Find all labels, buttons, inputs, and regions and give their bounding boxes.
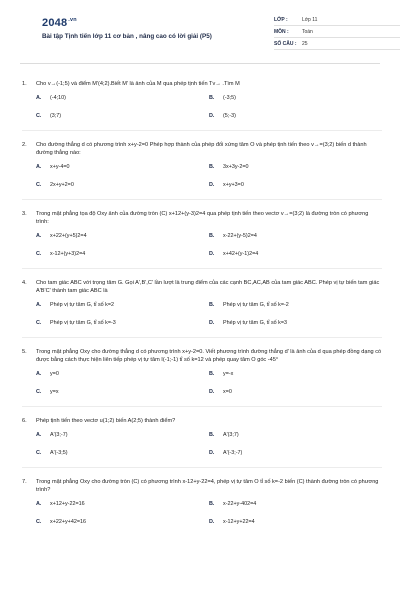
option-letter: B. bbox=[209, 302, 215, 308]
question-item bbox=[22, 210, 382, 258]
option-grid bbox=[36, 232, 382, 258]
option-text: (-3;5) bbox=[223, 95, 236, 101]
option-c[interactable] bbox=[36, 250, 209, 258]
option-a[interactable] bbox=[36, 301, 209, 309]
option-text: A'(-3;5) bbox=[50, 450, 68, 456]
option-d[interactable] bbox=[209, 388, 382, 396]
question-text: Trong mặt phẳng Oxy cho đường thẳng d có phương trình x+y-2=0. Viết phương trình đường thẳng d' là ảnh của d qua phép đồng dạng có được bằng cách thực hiện liên tiếp phép vị tự tâm I(-1;-1) tỉ số k=12 và phép quay tâm O góc -45° bbox=[36, 349, 382, 363]
question-text: Cho đường thẳng d có phương trình x+y-2=0 Phép hợp thành của phép đối xứng tâm O và phép tịnh tiến theo v→=(3;2) biến d thành đường thẳng nào: bbox=[36, 142, 367, 156]
option-text: x-22+(y-5)2=4 bbox=[223, 233, 257, 239]
option-text: y=0 bbox=[50, 371, 59, 377]
option-letter: A. bbox=[36, 302, 42, 308]
meta-key: MÔN : bbox=[274, 28, 289, 35]
option-text: x+22+(y+5)2=4 bbox=[50, 233, 87, 239]
question-text: Trong mặt phẳng tọa độ Oxy ảnh của đường tròn (C) x+12+(y-3)2=4 qua phép tịnh tiến theo vectơ v→=(3;2) là đường tròn có phương trình: bbox=[36, 211, 369, 225]
option-letter: C. bbox=[36, 389, 42, 395]
option-text: (3;7) bbox=[50, 113, 62, 119]
option-grid bbox=[36, 301, 382, 327]
question-text: Cho tam giác ABC với trọng tâm G. Gọi A',B',C' lần lượt là trung điểm của các cạnh BC,AC,AB của tam giác ABC. Phép vị tự biến tam giác A'B'C' thành tam giác ABC là bbox=[36, 280, 380, 294]
option-letter: D. bbox=[209, 389, 215, 395]
option-letter: A. bbox=[36, 501, 42, 507]
option-text: A'(3;-7) bbox=[50, 432, 68, 438]
question-item bbox=[22, 348, 382, 396]
option-letter: C. bbox=[36, 519, 42, 525]
option-b[interactable] bbox=[209, 163, 382, 171]
option-text: x+22+y+42=16 bbox=[50, 519, 86, 525]
option-c[interactable] bbox=[36, 518, 209, 526]
meta-key: SỐ CÂU : bbox=[274, 40, 297, 47]
question-item bbox=[22, 141, 382, 189]
option-letter: B. bbox=[209, 164, 215, 170]
option-letter: A. bbox=[36, 432, 42, 438]
option-text: (-4;10) bbox=[50, 95, 66, 101]
option-d[interactable] bbox=[209, 518, 382, 526]
option-letter: C. bbox=[36, 182, 42, 188]
meta-key: LỚP : bbox=[274, 16, 288, 23]
option-b[interactable] bbox=[209, 370, 382, 378]
option-d[interactable] bbox=[209, 250, 382, 258]
option-text: y=-x bbox=[223, 371, 234, 377]
option-d[interactable] bbox=[209, 112, 382, 120]
option-grid bbox=[36, 163, 382, 189]
option-letter: D. bbox=[209, 519, 215, 525]
option-a[interactable] bbox=[36, 94, 209, 102]
option-text: A'(-3;-7) bbox=[223, 450, 243, 456]
option-letter: D. bbox=[209, 320, 215, 326]
option-text: A'(3;7) bbox=[223, 432, 239, 438]
option-b[interactable] bbox=[209, 232, 382, 240]
option-text: 2x+y+2=0 bbox=[50, 182, 74, 188]
option-text: x-12+(y+3)2=4 bbox=[50, 251, 86, 257]
option-text: x+y+3=0 bbox=[223, 182, 244, 188]
option-letter: A. bbox=[36, 95, 42, 101]
meta-row-class bbox=[274, 14, 400, 26]
option-d[interactable] bbox=[209, 449, 382, 457]
option-d[interactable] bbox=[209, 319, 382, 327]
question-number: 1. bbox=[22, 81, 27, 87]
option-grid bbox=[36, 94, 382, 120]
question-divider bbox=[22, 199, 382, 200]
option-letter: D. bbox=[209, 182, 215, 188]
logo-suffix: .vn bbox=[68, 17, 77, 24]
option-letter: B. bbox=[209, 371, 215, 377]
question-number: 5. bbox=[22, 349, 27, 355]
question-text: Phép tịnh tiến theo vectơ u(1;2) biến A(2;5) thành điểm? bbox=[36, 418, 176, 424]
option-a[interactable] bbox=[36, 163, 209, 171]
option-text: Phép vị tự tâm G, tỉ số k=2 bbox=[50, 302, 114, 308]
option-text: x-12+y+22=4 bbox=[223, 519, 255, 525]
question-text: Trong mặt phẳng Oxy cho đường tròn (C) có phương trình x-12+y-22=4, phép vị tự tâm O tỉ số k=-2 biến (C) thành đường tròn có phương trình? bbox=[36, 479, 379, 493]
option-a[interactable] bbox=[36, 370, 209, 378]
option-letter: B. bbox=[209, 95, 215, 101]
option-letter: A. bbox=[36, 371, 42, 377]
site-logo[interactable] bbox=[42, 17, 77, 29]
option-d[interactable] bbox=[209, 181, 382, 189]
option-letter: D. bbox=[209, 251, 215, 257]
question-number: 7. bbox=[22, 479, 27, 485]
option-letter: C. bbox=[36, 113, 42, 119]
option-letter: B. bbox=[209, 432, 215, 438]
option-grid bbox=[36, 370, 382, 396]
question-divider bbox=[22, 268, 382, 269]
question-text: Cho v→(-1;5) và điểm M'(4;2).Biết M' là ảnh của M qua phép tịnh tiến Tv→ .Tìm M bbox=[36, 81, 240, 87]
option-letter: B. bbox=[209, 501, 215, 507]
question-divider bbox=[22, 130, 382, 131]
option-text: x+42+(y-1)2=4 bbox=[223, 251, 259, 257]
option-c[interactable] bbox=[36, 112, 209, 120]
question-list bbox=[22, 80, 382, 535]
meta-value: Toán bbox=[302, 28, 313, 35]
option-text: x-22+y-402=4 bbox=[223, 501, 257, 507]
option-text: Phép vị tự tâm G, tỉ số k=-3 bbox=[50, 320, 116, 326]
option-text: y=x bbox=[50, 389, 59, 395]
question-number: 3. bbox=[22, 211, 27, 217]
option-letter: C. bbox=[36, 320, 42, 326]
question-number: 6. bbox=[22, 418, 27, 424]
option-letter: A. bbox=[36, 233, 42, 239]
option-c[interactable] bbox=[36, 319, 209, 327]
question-divider bbox=[22, 406, 382, 407]
question-divider bbox=[22, 467, 382, 468]
question-item bbox=[22, 80, 382, 120]
logo-main: 2048 bbox=[42, 17, 68, 29]
option-a[interactable] bbox=[36, 431, 209, 439]
question-divider bbox=[22, 337, 382, 338]
question-number: 4. bbox=[22, 280, 27, 286]
document-header bbox=[20, 0, 380, 64]
option-text: x+12+y-22=16 bbox=[50, 501, 85, 507]
option-letter: D. bbox=[209, 450, 215, 456]
option-letter: A. bbox=[36, 164, 42, 170]
meta-table bbox=[274, 14, 400, 50]
option-text: (5;-3) bbox=[223, 113, 236, 119]
option-letter: D. bbox=[209, 113, 215, 119]
option-grid bbox=[36, 500, 382, 526]
option-text: x+y-4=0 bbox=[50, 164, 70, 170]
question-item bbox=[22, 478, 382, 526]
option-a[interactable] bbox=[36, 232, 209, 240]
option-text: 3x+3y-2=0 bbox=[223, 164, 249, 170]
option-letter: C. bbox=[36, 450, 42, 456]
option-b[interactable] bbox=[209, 94, 382, 102]
option-text: Phép vị tự tâm G, tỉ số k=3 bbox=[223, 320, 287, 326]
option-b[interactable] bbox=[209, 431, 382, 439]
option-c[interactable] bbox=[36, 388, 209, 396]
meta-value: 25 bbox=[302, 40, 308, 47]
option-b[interactable] bbox=[209, 500, 382, 508]
option-grid bbox=[36, 431, 382, 457]
question-number: 2. bbox=[22, 142, 27, 148]
meta-row-count bbox=[274, 38, 400, 50]
option-letter: B. bbox=[209, 233, 215, 239]
question-item bbox=[22, 279, 382, 327]
meta-row-subject bbox=[274, 26, 400, 38]
option-letter: C. bbox=[36, 251, 42, 257]
option-b[interactable] bbox=[209, 301, 382, 309]
option-c[interactable] bbox=[36, 181, 209, 189]
option-text: x=0 bbox=[223, 389, 232, 395]
meta-value: Lớp 11 bbox=[302, 16, 318, 23]
page-title: Bài tập Tịnh tiến lớp 11 cơ bản , nâng cao có lời giải (P5) bbox=[42, 33, 212, 40]
question-item bbox=[22, 417, 382, 457]
option-a[interactable] bbox=[36, 500, 209, 508]
option-c[interactable] bbox=[36, 449, 209, 457]
option-text: Phép vị tự tâm G, tỉ số k=-2 bbox=[223, 302, 289, 308]
